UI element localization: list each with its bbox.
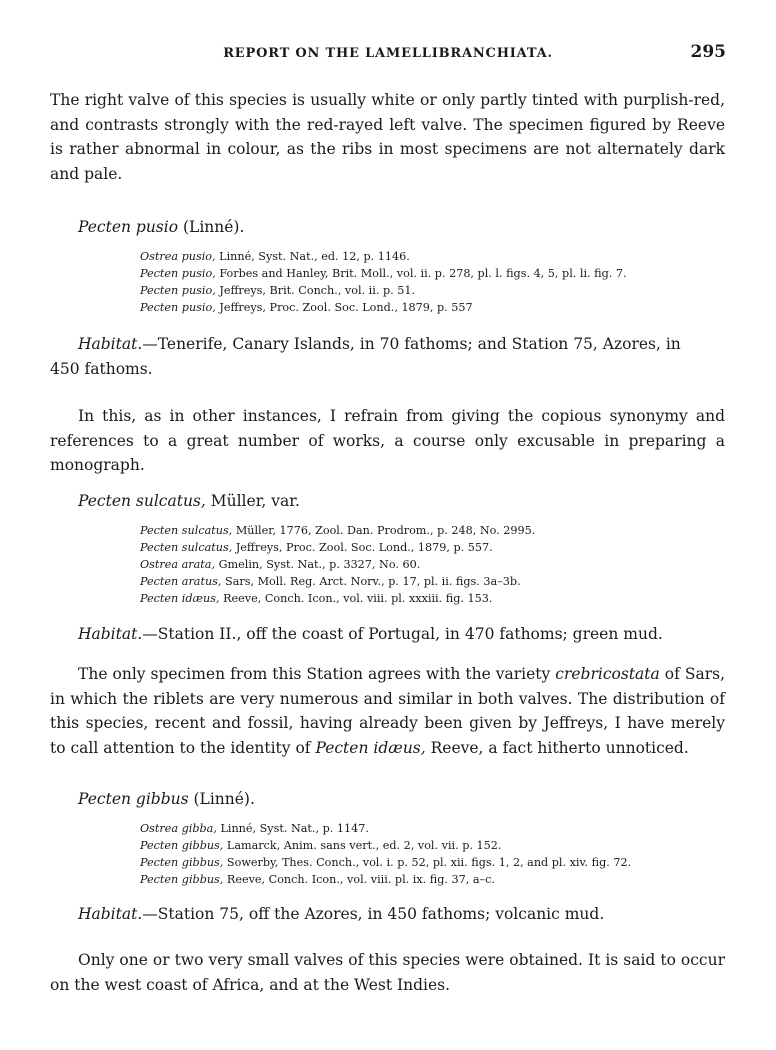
synonym-ref: Reeve, Conch. Icon., vol. viii. pl. xxxiii. fig. 153. [223,592,493,605]
synonym-name: Pecten idæus, [140,592,220,605]
sulcatus-note-paragraph [50,662,725,760]
synonym-entry [140,871,726,888]
running-title: REPORT ON THE LAMELLIBRANCHIATA. [223,46,553,61]
variety-name: crebricostata [555,665,660,683]
species-title-pusio [78,218,244,236]
synonym-entry [140,282,726,299]
synonym-entry [140,820,726,837]
synonym-entry [140,854,726,871]
synonymy-list-pusio [140,248,726,316]
synonym-name: Pecten sulcatus, [140,524,233,537]
synonym-name: Pecten sulcatus, [140,541,233,554]
synonym-ref: Sars, Moll. Reg. Arct. Norv., p. 17, pl. ii. figs. 3a–3b. [225,575,521,588]
synonym-name: Pecten gibbus, [140,839,224,852]
synonym-name: Ostrea gibba, [140,822,217,835]
species-author: (Linné). [193,790,255,808]
species-author: Müller, var. [210,492,300,510]
synonym-ref: Jeffreys, Proc. Zool. Soc. Lond., 1879, p. 557. [235,541,493,554]
synonym-entry [140,573,726,590]
species-title-gibbus [78,790,255,808]
habitat-label: Habitat. [78,625,143,643]
habitat-text-continued: 450 fathoms. [50,359,153,378]
species-name: Pecten gibbus [78,790,189,808]
final-paragraph: Only one or two very small valves of this species were obtained. It is said to occur on the west coast of Africa, and at the West Indies. [50,951,725,994]
synonym-ref: Jeffreys, Proc. Zool. Soc. Lond., 1879, p. 557 [219,301,473,314]
synonym-name: Ostrea pusio, [140,250,216,263]
synonym-name: Pecten pusio, [140,284,216,297]
synonym-entry [140,556,726,573]
synonym-entry [140,265,726,282]
synonym-name: Pecten gibbus, [140,856,224,869]
synonym-entry [140,522,726,539]
synonym-ref: Linné, Syst. Nat., ed. 12, p. 1146. [219,250,410,263]
synonym-name: Pecten pusio, [140,267,216,280]
synonym-ref: Jeffreys, Brit. Conch., vol. ii. p. 51. [219,284,416,297]
intro-paragraph: The right valve of this species is usually white or only partly tinted with purplish-red, and contrasts strongly with the red-rayed left valve. The specimen figured by Reeve is rather abnormal in colour, as the ribs in most specimens are not alternately dark and pale. [50,91,725,183]
note-text: The only specimen from this Station agrees with the variety [78,665,556,683]
habitat-sulcatus [78,622,725,647]
habitat-label: Habitat. [78,905,143,923]
synonymy-list-gibbus [140,820,726,888]
synonym-entry [140,539,726,556]
synonym-ref: Lamarck, Anim. sans vert., ed. 2, vol. vii. p. 152. [226,839,502,852]
synonym-ref: Gmelin, Syst. Nat., p. 3327, No. 60. [218,558,421,571]
habitat-text: —Station 75, off the Azores, in 450 fathoms; volcanic mud. [142,905,605,923]
synonym-ref: Reeve, Conch. Icon., vol. viii. pl. ix. fig. 37, a–c. [226,873,495,886]
species-name: Pecten pusio [78,218,179,236]
habitat-text: —Tenerife, Canary Islands, in 70 fathoms; and Station 75, Azores, in [142,335,681,353]
species-name: Pecten sulcatus, [78,492,206,510]
synonym-ref: Linné, Syst. Nat., p. 1147. [220,822,369,835]
habitat-label: Habitat. [78,335,143,353]
species-reference: Pecten idæus, [315,738,426,757]
note-text: Reeve, a fact hitherto unnoticed. [425,738,689,757]
synonym-name: Pecten pusio, [140,301,216,314]
synonym-entry [140,299,726,316]
synonym-name: Pecten gibbus, [140,873,224,886]
habitat-pusio [50,332,725,381]
synonym-ref: Forbes and Hanley, Brit. Moll., vol. ii. p. 278, pl. l. figs. 4, 5, pl. li. fig. 7. [219,267,627,280]
synonym-entry [140,837,726,854]
refrain-paragraph: In this, as in other instances, I refrain from giving the copious synonymy and references to a great number of works, a course only excusable in preparing a monograph. [50,407,725,474]
synonymy-list-sulcatus [140,522,726,607]
habitat-text: —Station II., off the coast of Portugal, in 470 fathoms; green mud. [142,625,663,643]
synonym-ref: Sowerby, Thes. Conch., vol. i. p. 52, pl. xii. figs. 1, 2, and pl. xiv. fig. 72. [226,856,632,869]
page-number: 295 [690,42,726,62]
synonym-name: Pecten aratus, [140,575,222,588]
synonym-ref: Müller, 1776, Zool. Dan. Prodrom., p. 248, No. 2995. [235,524,536,537]
species-title-sulcatus [78,492,300,510]
synonym-entry [140,590,726,607]
synonym-name: Ostrea arata, [140,558,216,571]
note-text: of Sars, in which the riblets are very numerous and similar in both valves. The distribution of this species, recent and fossil, having already been given by Jeffreys, I have merely to call attention to the identity of [50,665,726,757]
species-author: (Linné). [182,218,245,236]
page-header [50,42,726,66]
synonym-entry [140,248,726,265]
habitat-gibbus [78,902,725,927]
